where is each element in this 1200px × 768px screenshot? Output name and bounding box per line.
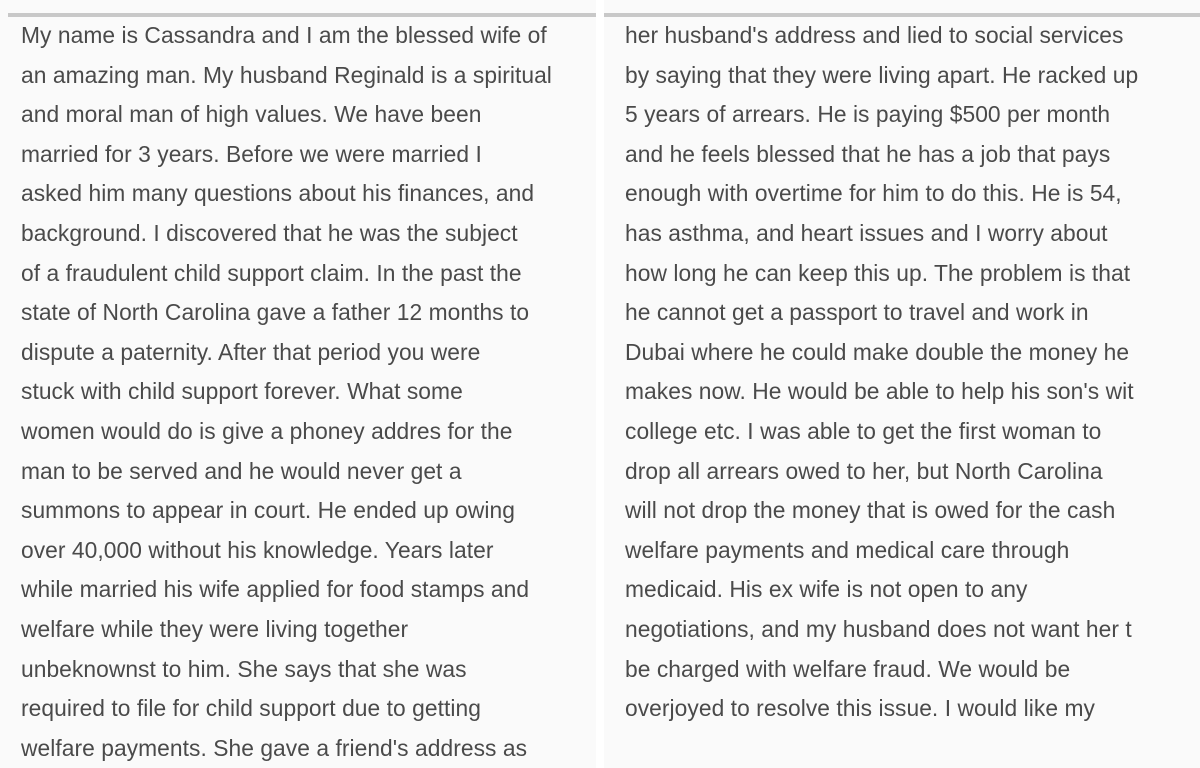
text-line: required to file for child support due to getting [21,695,481,722]
text-line: welfare payments and medical care through [625,536,1070,563]
text-line: man to be served and he would never get a [21,457,462,484]
right-page-panel [604,0,1200,768]
text-line: while married his wife applied for food stamps and [21,576,530,603]
left-page-text [21,16,552,768]
text-line: 5 years of arrears. He is paying $500 per month [625,101,1111,128]
text-line: medicaid. His ex wife is not open to any [625,576,1028,603]
text-line: of a fraudulent child support claim. In the past the [21,259,522,286]
text-line: overjoyed to resolve this issue. I would like my [625,695,1095,722]
text-line: her husband's address and lied to social services [625,22,1124,48]
text-line: stuck with child support forever. What some [21,378,463,405]
text-line: negotiations, and my husband does not want her t [625,615,1132,642]
left-page-panel [0,0,596,768]
text-line: by saying that they were living apart. He racked up [625,61,1139,88]
text-line: over 40,000 without his knowledge. Years later [21,536,494,563]
text-line: married for 3 years. Before we were married I [21,140,482,167]
text-line: college etc. I was able to get the first woman to [625,417,1102,444]
text-line: drop all arrears owed to her, but North Carolina [625,457,1103,484]
text-line: and moral man of high values. We have been [21,101,482,128]
text-line: an amazing man. My husband Reginald is a spiritual [21,61,552,88]
text-line: unbeknownst to him. She says that she was [21,655,467,682]
text-line: has asthma, and heart issues and I worry about [625,219,1108,246]
text-line: and he feels blessed that he has a job that pays [625,140,1111,167]
text-line: will not drop the money that is owed for the cash [625,497,1116,524]
text-line: he cannot get a passport to travel and work in [625,299,1089,326]
text-line: welfare while they were living together [21,615,409,642]
text-line: welfare payments. She gave a friend's address as [21,734,528,761]
text-line: background. I discovered that he was the subject [21,219,518,246]
text-line: state of North Carolina gave a father 12 months to [21,299,530,326]
text-line: summons to appear in court. He ended up owing [21,497,515,524]
right-page-text [625,16,1138,729]
text-line: dispute a paternity. After that period you were [21,338,481,365]
text-line: asked him many questions about his finances, and [21,180,535,207]
text-line: makes now. He would be able to help his son's wit [625,378,1134,405]
text-line: women would do is give a phoney addres for the [21,417,513,444]
text-line: Dubai where he could make double the money he [625,338,1130,365]
text-line: be charged with welfare fraud. We would be [625,655,1071,682]
text-line: enough with overtime for him to do this. He is 54, [625,180,1122,207]
page-gap [596,0,604,768]
text-line: how long he can keep this up. The problem is that [625,259,1131,286]
text-line: My name is Cassandra and I am the blessed wife of [21,22,547,48]
